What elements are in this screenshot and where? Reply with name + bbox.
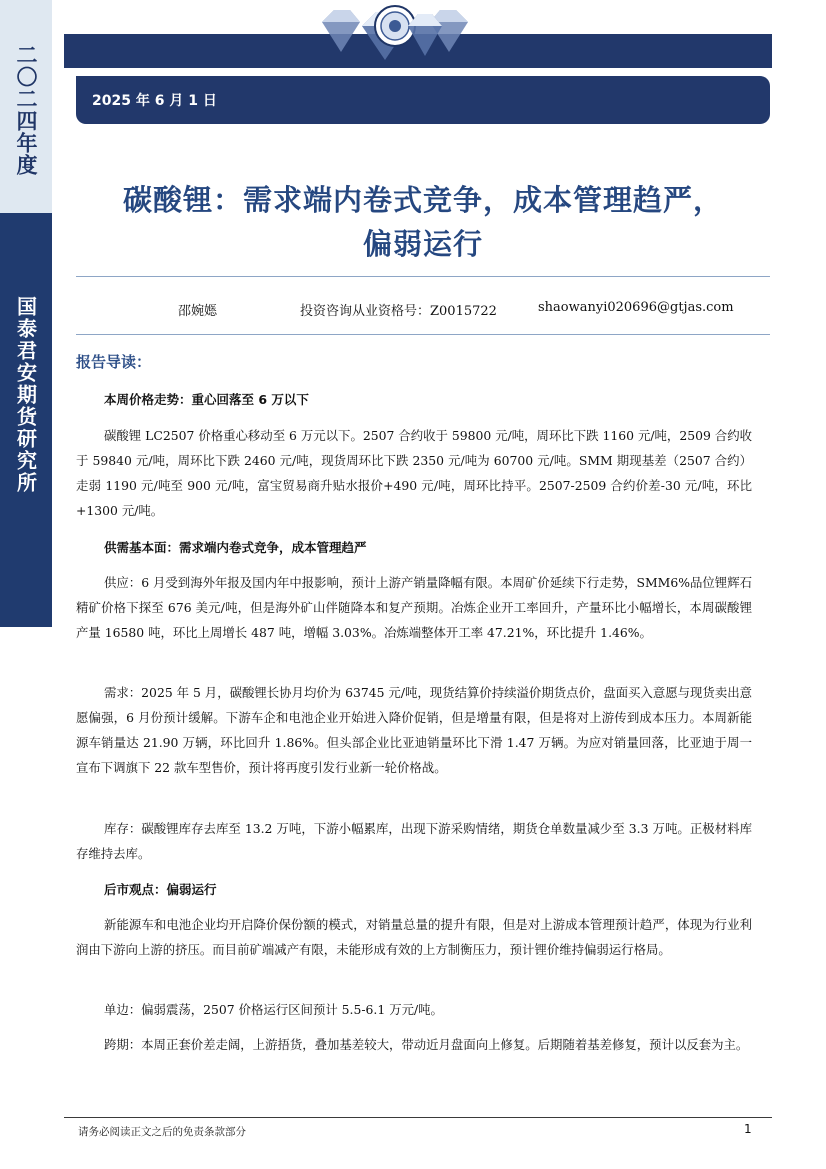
- sidebar-company: 国泰君安期货研究所: [13, 296, 38, 494]
- supply-demand-heading: 供需基本面：需求端内卷式竞争，成本管理趋严: [104, 540, 367, 555]
- report-title-line2: 偏弱运行: [362, 227, 483, 261]
- author-divider: [76, 334, 770, 335]
- diamond-logo-icon: [320, 4, 470, 66]
- inventory-paragraph: 库存：碳酸锂库存去库至 13.2 万吨，下游小幅累库，出现下游采购情绪，期货仓单数量减少至 3.3 万吨。正极材料库存维持去库。: [76, 821, 752, 861]
- title-divider: [76, 276, 770, 277]
- sidebar-year: 二〇二四年度: [14, 44, 38, 176]
- demand-paragraph: 需求：2025 年 5 月，碳酸锂长协月均价为 63745 元/吨，现货结算价持续溢价期货点价，盘面买入意愿与现货卖出意愿偏强，6 月份预计缓解。下游车企和电池企业开始进入降价促销，但是增量有限，但是将对上游传到成本压力。本周新能源车销量达 21.90 万辆，环比回升 1.86%。但头部企业比亚迪销量环比下滑 1.47 万辆。为应对销量回落，比亚迪于周一宣布下调旗下 22 款车型售价，预计将再度引发行业新一轮价格战。: [76, 685, 752, 775]
- footer-disclaimer: 请务必阅读正文之后的免责条款部分: [78, 1126, 246, 1138]
- unilateral-paragraph: 单边：偏弱震荡，2507 价格运行区间预计 5.5-6.1 万元/吨。: [104, 1002, 443, 1017]
- author-email: shaowanyi020696@gtjas.com: [538, 300, 734, 315]
- author-name: 邵婉嫕: [178, 304, 218, 319]
- report-title-line1: 碳酸锂：需求端内卷式竞争，成本管理趋严，: [122, 183, 723, 217]
- author-qualification: 投资咨询从业资格号：Z0015722: [300, 304, 497, 319]
- price-trend-paragraph: 碳酸锂 LC2507 价格重心移动至 6 万元以下。2507 合约收于 59800 元/吨，周环比下跌 1160 元/吨，2509 合约收于 59840 元/吨，周环比下跌 2460 元/吨，现货周环比下跌 2350 元/吨为 60700 元/吨。SMM 期现基差（2507 合约）走弱 1190 元/吨至 900 元/吨，富宝贸易商升贴水报价+490 元/吨，周环比持平。2507-2509 合约价差-30 元/吨，环比+1300 元/吨。: [76, 428, 752, 518]
- price-trend-heading: 本周价格走势：重心回落至 6 万以下: [104, 392, 309, 407]
- outlook-heading: 后市观点：偏弱运行: [104, 882, 217, 897]
- outlook-paragraph: 新能源车和电池企业均开启降价保份额的模式，对销量总量的提升有限，但是对上游成本管理预计趋严，体现为行业利润由下游向上游的挤压。而目前矿端减产有限，未能形成有效的上方制衡压力，预计锂价维持偏弱运行格局。: [76, 917, 752, 957]
- report-title: [76, 178, 770, 266]
- report-date: 2025 年 6 月 1 日: [92, 93, 217, 109]
- footer-divider: [64, 1117, 772, 1118]
- report-guide-heading: 报告导读：: [76, 353, 152, 371]
- supply-paragraph: 供应：6 月受到海外年报及国内年中报影响，预计上游产销量降幅有限。本周矿价延续下行走势，SMM6%品位锂辉石精矿价格下探至 676 美元/吨，但是海外矿山伴随降本和复产预期。冶炼企业开工率回升，产量环比小幅增长，本周碳酸锂产量 16580 吨，环比上周增长 487 吨，增幅 3.03%。冶炼端整体开工率 47.21%，环比提升 1.46%。: [76, 575, 752, 640]
- page-number: 1: [744, 1122, 752, 1136]
- calendar-spread-paragraph: 跨期：本周正套价差走阔，上游捂货，叠加基差较大，带动近月盘面向上修复。后期随着基差修复，预计以反套为主。: [104, 1037, 749, 1052]
- date-banner: [76, 76, 770, 124]
